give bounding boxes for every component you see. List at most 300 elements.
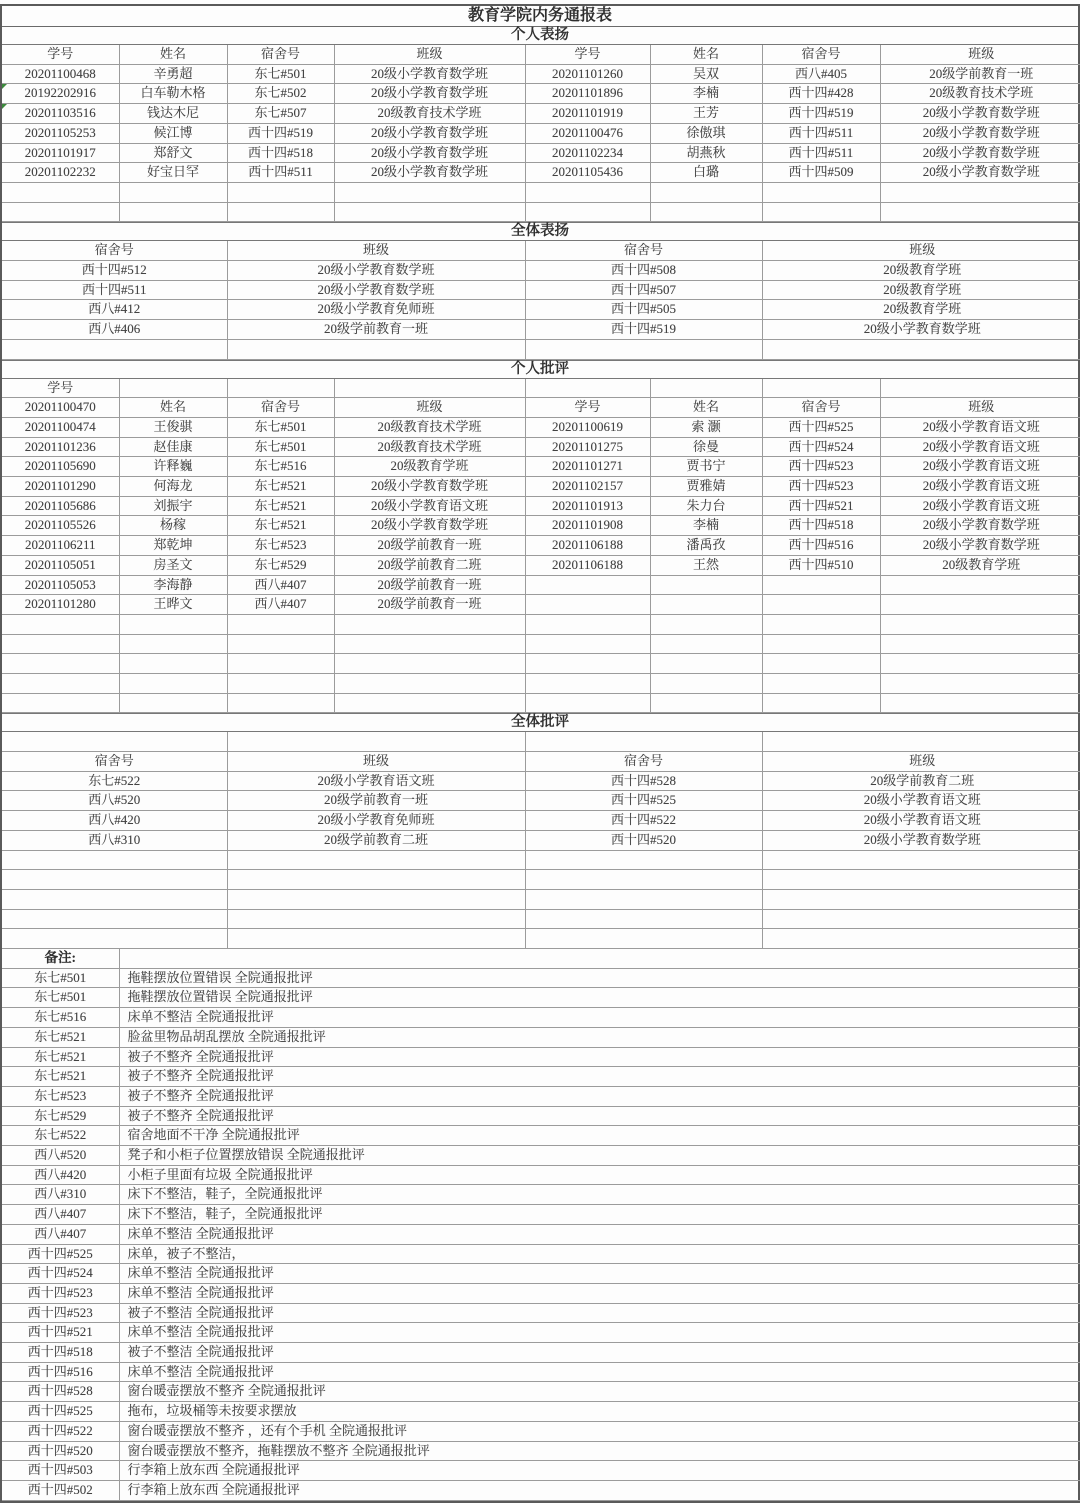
cell: 刘振宇 [119,496,227,516]
cell: 西十四#507 [525,280,762,300]
cell: 姓名 [650,398,762,418]
cell [525,614,650,634]
cell: 西八#310 [2,830,227,850]
cell: 西十四#523 [762,477,880,497]
cell: 脸盆里物品胡乱摆放 全院通报批评 [119,1027,1080,1047]
cell: 西八#520 [2,791,227,811]
cell: 东七#502 [227,84,334,104]
cell: 20201105686 [2,496,119,516]
cell [227,929,525,949]
cell: 宿舍号 [525,241,762,260]
cell: 20201101236 [2,437,119,457]
cell: 20201101913 [525,496,650,516]
cell: 西十四#521 [762,496,880,516]
cell [762,595,880,615]
cell [880,693,1080,713]
cell: 东七#521 [227,496,334,516]
cell: 20级教育学班 [334,457,525,477]
cell: 西十四#518 [227,143,334,163]
cell: 西十四#505 [525,300,762,320]
cell: 西八#420 [2,1165,119,1185]
cell: 西十四#523 [2,1283,119,1303]
cell: 西十四#518 [2,1343,119,1363]
cell: 贾书宁 [650,457,762,477]
cell: 徐傲琪 [650,123,762,143]
cell [2,850,227,870]
cell: 20201100474 [2,417,119,437]
cell: 被子不整洁 全院通报批评 [119,1343,1080,1363]
cell: 李海静 [119,575,227,595]
cell [880,202,1080,222]
cell: 郑舒文 [119,143,227,163]
cell: 20级小学教育数学班 [334,143,525,163]
cell: 拖鞋摆放位置错误 全院通报批评 [119,988,1080,1008]
cell: 行李箱上放东西 全院通报批评 [119,1481,1080,1501]
section-label-individual-praise: 个人表扬 [2,27,1078,45]
cell: 20201105526 [2,516,119,536]
cell: 20级小学教育数学班 [880,516,1080,536]
cell: 20级小学教育数学班 [334,84,525,104]
cell: 东七#501 [227,437,334,457]
cell: 学号 [2,45,119,64]
cell [880,634,1080,654]
cell [227,850,525,870]
cell: 李楠 [650,516,762,536]
cell: 西十四#522 [2,1421,119,1441]
cell [227,870,525,890]
cell: 赵佳康 [119,437,227,457]
cell [525,909,762,929]
cell: 20级小学教育语文班 [880,477,1080,497]
cell [762,614,880,634]
cell: 候江博 [119,123,227,143]
cell [762,693,880,713]
cell [762,339,1080,359]
cell: 西十四#503 [2,1461,119,1481]
cell: 20级学前教育二班 [762,771,1080,791]
cell: 20级教育技术学班 [334,417,525,437]
cell: 东七#521 [227,477,334,497]
cell: 20级小学教育数学班 [880,536,1080,556]
cell: 西八#412 [2,300,227,320]
cell: 20级小学教育语文班 [227,771,525,791]
cell: 20级小学教育语文班 [762,811,1080,831]
cell [762,634,880,654]
cell: 20级小学教育数学班 [227,280,525,300]
cell: 20级教育技术学班 [334,104,525,124]
cell: 白车勒木格 [119,84,227,104]
cell [119,634,227,654]
cell: 窗台暖壶摆放不整齐，拖鞋摆放不整齐 全院通报批评 [119,1441,1080,1461]
cell [227,634,334,654]
cell [119,949,1080,968]
cell [227,889,525,909]
cell [650,575,762,595]
cell [2,674,119,694]
cell: 西十四#521 [2,1323,119,1343]
cell: 行李箱上放东西 全院通报批评 [119,1461,1080,1481]
cell: 20级教育学班 [762,261,1080,281]
cell: 东七#516 [227,457,334,477]
individual-criticism-table [2,379,1080,714]
cell: 床单不整洁 全院通报批评 [119,1224,1080,1244]
cell [880,595,1080,615]
cell: 被子不整洁 全院通报批评 [119,1303,1080,1323]
cell [650,379,762,398]
cell: 20级小学教育数学班 [880,123,1080,143]
cell: 李楠 [650,84,762,104]
cell [2,339,227,359]
cell: 20201101280 [2,595,119,615]
cell: 西十四#511 [762,143,880,163]
cell [762,929,1080,949]
cell [119,693,227,713]
cell: 班级 [227,752,525,772]
cell: 床单不整洁 全院通报批评 [119,1264,1080,1284]
cell: 20级学前教育一班 [334,536,525,556]
cell: 床单不整洁 全院通报批评 [119,1283,1080,1303]
cell: 西八#406 [2,320,227,340]
cell: 西八#310 [2,1185,119,1205]
cell: 学号 [525,398,650,418]
cell [880,575,1080,595]
cell [525,850,762,870]
cell: 宿舍号 [227,45,334,64]
cell: 20级学前教育一班 [880,64,1080,84]
cell [762,575,880,595]
cell: 潘禹孜 [650,536,762,556]
cell: 床下不整洁，鞋子，全院通报批评 [119,1205,1080,1225]
cell: 西十四#519 [762,104,880,124]
cell: 西十四#509 [762,163,880,183]
cell: 20201106188 [525,555,650,575]
cell: 班级 [880,398,1080,418]
cell [227,732,525,751]
cell: 房圣文 [119,555,227,575]
cell: 20级教育技术学班 [334,437,525,457]
cell [525,202,650,222]
cell: 20级教育技术学班 [880,84,1080,104]
cell [762,202,880,222]
group-criticism-table [2,732,1080,949]
section-label-individual-criticism: 个人批评 [2,360,1078,379]
cell: 20级小学教育数学班 [227,261,525,281]
cell: 20级小学教育语文班 [880,417,1080,437]
cell [334,674,525,694]
cell: 20201101917 [2,143,119,163]
cell [880,654,1080,674]
cell: 20级小学教育数学班 [334,163,525,183]
cell [762,379,880,398]
cell: 拖布，垃圾桶等未按要求摆放 [119,1402,1080,1422]
cell: 20201101896 [525,84,650,104]
cell: 西十四#511 [227,163,334,183]
cell [525,654,650,674]
cell: 西十四#524 [762,437,880,457]
cell: 班级 [334,45,525,64]
cell: 东七#521 [2,1027,119,1047]
cell: 西十四#528 [2,1382,119,1402]
cell: 20级学前教育二班 [227,830,525,850]
cell: 王俊骐 [119,417,227,437]
cell [2,870,227,890]
cell: 何海龙 [119,477,227,497]
cell: 20级学前教育一班 [334,595,525,615]
cell [650,654,762,674]
cell: 西十四#518 [762,516,880,536]
cell [650,693,762,713]
cell: 20201101919 [525,104,650,124]
cell [119,182,227,202]
cell: 20级教育学班 [880,555,1080,575]
cell: 钱达木尼 [119,104,227,124]
cell [119,202,227,222]
cell [2,732,227,751]
cell: 学号 [525,45,650,64]
cell: 西八#407 [2,1224,119,1244]
section-label-group-praise: 全体表扬 [2,222,1078,241]
cell: 20级学前教育一班 [227,791,525,811]
cell [2,634,119,654]
cell: 学号 [2,379,119,398]
cell: 姓名 [650,45,762,64]
cell [650,634,762,654]
cell: 西十四#428 [762,84,880,104]
cell: 许释巍 [119,457,227,477]
cell: 东七#522 [2,771,227,791]
cell [227,182,334,202]
cell [650,595,762,615]
cell [334,614,525,634]
cell: 西八#420 [2,811,227,831]
cell: 西十四#510 [762,555,880,575]
cell: 西八#407 [227,595,334,615]
cell: 西十四#520 [525,830,762,850]
cell: 班级 [762,241,1080,260]
cell: 20201100476 [525,123,650,143]
cell: 20201101908 [525,516,650,536]
cell [2,614,119,634]
cell: 西十四#525 [2,1402,119,1422]
cell: 宿舍号 [2,752,227,772]
cell: 20201101271 [525,457,650,477]
cell: 20级小学教育语文班 [762,791,1080,811]
cell: 朱力台 [650,496,762,516]
cell: 被子不整齐 全院通报批评 [119,1086,1080,1106]
cell: 东七#523 [2,1086,119,1106]
cell: 郑乾坤 [119,536,227,556]
cell: 西十四#525 [525,791,762,811]
cell: 床下不整洁，鞋子，全院通报批评 [119,1185,1080,1205]
cell: 20201105051 [2,555,119,575]
cell [762,909,1080,929]
cell [334,634,525,654]
cell: 西八#405 [762,64,880,84]
cell [650,182,762,202]
cell: 宿舍号 [525,752,762,772]
cell: 班级 [880,45,1080,64]
cell: 20级小学教育数学班 [334,477,525,497]
cell: 姓名 [119,45,227,64]
cell: 20201102234 [525,143,650,163]
cell: 20级小学教育数学班 [762,830,1080,850]
cell: 西十四#516 [2,1362,119,1382]
cell: 王然 [650,555,762,575]
cell: 20201106188 [525,536,650,556]
cell: 20级小学教育语文班 [880,457,1080,477]
cell: 班级 [762,752,1080,772]
cell: 西十四#528 [525,771,762,791]
cell: 宿舍号 [762,398,880,418]
remarks-label: 备注: [2,949,119,968]
cell [2,182,119,202]
cell [525,575,650,595]
cell [227,339,525,359]
individual-praise-table [2,45,1080,222]
excel-error-marker-icon [2,104,7,109]
cell: 20级小学教育数学班 [880,143,1080,163]
cell: 东七#501 [227,64,334,84]
cell: 20201105053 [2,575,119,595]
cell [880,674,1080,694]
cell: 西十四#523 [762,457,880,477]
cell: 东七#516 [2,1008,119,1028]
cell: 凳子和小柜子位置摆放错误 全院通报批评 [119,1146,1080,1166]
cell: 西十四#520 [2,1441,119,1461]
cell: 20201105436 [525,163,650,183]
cell: 杨稼 [119,516,227,536]
cell [119,614,227,634]
cell [334,202,525,222]
cell: 床单不整洁 全院通报批评 [119,1362,1080,1382]
cell: 20级学前教育一班 [334,575,525,595]
cell: 索 灏 [650,417,762,437]
cell: 20级小学教育数学班 [334,64,525,84]
cell [650,202,762,222]
cell [2,693,119,713]
cell [119,379,227,398]
cell [880,379,1080,398]
cell: 20级小学教育语文班 [880,496,1080,516]
cell: 被子不整齐 全院通报批评 [119,1067,1080,1087]
cell: 西十四#525 [2,1244,119,1264]
cell [525,732,762,751]
cell: 班级 [334,398,525,418]
cell: 东七#501 [2,968,119,988]
cell [762,870,1080,890]
cell: 20201105690 [2,457,119,477]
cell [227,614,334,634]
cell [2,202,119,222]
cell: 20201101275 [525,437,650,457]
cell: 20级小学教育语文班 [334,496,525,516]
cell [227,654,334,674]
cell: 西十四#519 [227,123,334,143]
cell: 20级学前教育二班 [334,555,525,575]
cell: 西八#520 [2,1146,119,1166]
cell: 20201100468 [2,64,119,84]
cell [227,202,334,222]
cell: 王晔文 [119,595,227,615]
cell: 西十四#508 [525,261,762,281]
cell: 20级小学教育免师班 [227,811,525,831]
cell: 20级小学教育数学班 [762,320,1080,340]
cell: 西十四#511 [762,123,880,143]
cell [525,889,762,909]
cell: 姓名 [119,398,227,418]
cell: 小柜子里面有垃圾 全院通报批评 [119,1165,1080,1185]
cell: 窗台暖壶摆放不整齐 ，还有个手机 全院通报批评 [119,1421,1080,1441]
cell: 拖鞋摆放位置错误 全院通报批评 [119,968,1080,988]
cell [525,870,762,890]
cell: 20级小学教育数学班 [880,104,1080,124]
cell [119,674,227,694]
sheet-frame [0,4,1080,1503]
cell: 宿舍号 [227,398,334,418]
cell: 宿舍地面不干净 全院通报批评 [119,1126,1080,1146]
page-title: 教育学院内务通报表 [2,6,1078,27]
cell: 班级 [227,241,525,260]
cell: 20级小学教育数学班 [880,163,1080,183]
cell [525,634,650,654]
cell: 吴双 [650,64,762,84]
cell [762,732,1080,751]
cell: 20201100619 [525,417,650,437]
group-praise-table [2,241,1080,359]
cell [650,674,762,694]
cell: 20级小学教育数学班 [334,516,525,536]
cell: 20级教育学班 [762,300,1080,320]
cell: 床单不整洁 全院通报批评 [119,1008,1080,1028]
cell [880,614,1080,634]
cell [2,889,227,909]
cell: 西十四#512 [2,261,227,281]
cell: 辛勇超 [119,64,227,84]
cell: 20201101260 [525,64,650,84]
cell [2,929,227,949]
excel-error-marker-icon [2,84,7,89]
cell: 王芳 [650,104,762,124]
cell: 西十四#511 [2,280,227,300]
cell: 窗台暖壶摆放不整齐 全院通报批评 [119,1382,1080,1402]
cell [525,595,650,615]
cell: 20级小学教育数学班 [334,123,525,143]
cell [762,654,880,674]
cell: 床单，被子不整洁， [119,1244,1080,1264]
cell: 东七#529 [2,1106,119,1126]
cell: 白璐 [650,163,762,183]
cell [762,850,1080,870]
cell: 东七#507 [227,104,334,124]
cell [525,929,762,949]
cell: 西十四#522 [525,811,762,831]
cell [762,182,880,202]
cell [650,614,762,634]
cell [2,909,227,929]
cell: 东七#521 [227,516,334,536]
cell: 东七#522 [2,1126,119,1146]
cell: 东七#529 [227,555,334,575]
cell: 东七#501 [2,988,119,1008]
cell [227,379,334,398]
cell: 宿舍号 [2,241,227,260]
cell [880,182,1080,202]
cell: 贾雅婧 [650,477,762,497]
cell [334,379,525,398]
remarks-table [2,949,1080,1501]
cell: 西十四#516 [762,536,880,556]
cell: 西十四#523 [2,1303,119,1323]
